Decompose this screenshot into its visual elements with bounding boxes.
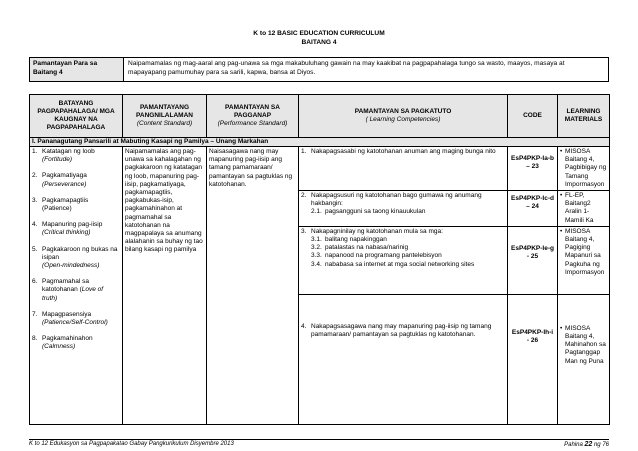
values-cell [30, 147, 123, 425]
quarter-row [30, 138, 610, 147]
code-cell-2: EsP4PKP-Ic-d – 24 [508, 191, 558, 227]
competency-cell-4: 4. Nakapagsasagawa nang may mapanuring pag-iisip ng tamang pamamaraan/ pamantayan sa pagtuklas ng katotohanan. [299, 294, 508, 424]
curriculum-table [29, 94, 610, 425]
header-learning-materials: LEARNING MATERIALS [558, 95, 610, 138]
header-code: CODE [508, 95, 558, 138]
grade-title: BAITANG 4 [301, 39, 337, 46]
list-item: 7. Mapagpasensiya (Patience/Self-Control) [32, 310, 108, 327]
materials-cell-4: • MISOSA Baitang 4, Mahinahon sa Pagtanggap Man ng Puna [558, 294, 610, 424]
footer-page-number: Pahina 22 ng 76 [564, 441, 609, 448]
table-header-row [30, 95, 610, 138]
list-item: 5. Pagkakaroon ng bukas na isipan (Open-mindedness) [32, 245, 118, 270]
list-item: 8. Pagkamahinahon (Calmness) [32, 335, 93, 351]
grade-standard-label: Pamantayan Para sa Baitang 4 [30, 58, 124, 81]
list-item: 6. Pagmamahal sa katotohanan (Love of truth) [32, 278, 104, 302]
page-footer [29, 439, 609, 448]
materials-cell-1: • MISOSA Baitang 4, Pagbibigay ng Tamang Impormasyon [558, 147, 610, 191]
code-cell-3: EsP4PKP-Ie-g - 25 [508, 226, 558, 294]
code-cell-4: EsP4PKP-Ih-i - 26 [508, 294, 558, 424]
content-standard-cell: Naipamamalas ang pag-unawa sa kahalagahan ng pagkakaroon ng katatagan ng loob, mapanuring pag-iisip, pagkamatiyaga, pagkamapagtiis, pagkabukas-isip, pagkamahinahon at pagmamahal sa katotohanan na magpapalaya sa anumang alalahanin sa buhay ng tao bilang kasapi ng pamilya [123, 147, 207, 425]
materials-cell-2: • FL-EP, Baitang2 Aralin 1- Mamili Ka [558, 191, 610, 227]
header-values: BATAYANG PAGPAPAHALAGA/ MGA KAUGNAY NA PAGPAPAHALAGA [30, 95, 123, 138]
footer-document-title: K to 12 Edukasyon sa Pagpapakatao Gabay Pangkurikulum Disyembre 2013 [29, 441, 234, 447]
table-row [30, 147, 610, 191]
competency-cell-1: 1. Nakapagsasabi ng katotohanan anuman ang maging bunga nito [299, 147, 508, 191]
competency-cell-3: 3. Nakapagninilay ng katotohanan mula sa mga: 3.1. balitang napakinggan 3.2. patalastas na nabasa/narinig 3.3. napanood na programang pantelebisyon 3.4. nababasa sa internet at mga social networking sites [299, 226, 508, 294]
document-header [0, 29, 638, 47]
list-item: 4. Mapanuring pag-iisip (Critical thinking) [32, 221, 103, 237]
performance-standard-cell: Naisasagawa nang may mapanuring pag-iisip ang tamang pamamaraan/ pamantayan sa pagtuklas ng katotohanan. [207, 147, 299, 425]
code-cell-1: EsP4PKP-Ia-b – 23 [508, 147, 558, 191]
materials-cell-3: • MISOSA Baitang 4, Pagiging Mapanuri sa Pagkuha ng Impormasyon [558, 226, 610, 294]
list-item: 2. Pagkamatiyaga (Perseverance) [32, 172, 87, 188]
header-learning-competencies: PAMANTAYAN SA PAGKATUTO ( Learning Competencies) [299, 95, 508, 138]
values-list [32, 148, 120, 352]
curriculum-title: K to 12 BASIC EDUCATION CURRICULUM [253, 30, 385, 37]
list-item: 1. Katatagan ng loob (Fortitude) [32, 148, 95, 164]
competency-cell-2: 2. Nakapagsusuri ng katotohanan bago gumawa ng anumang hakbangin: 2.1. pagsangguni sa taong kinauukulan [299, 191, 508, 227]
header-performance-standard: PAMANTAYAN SA PAGGANAP (Performance Standard) [207, 95, 299, 138]
grade-standard-box [29, 57, 609, 82]
header-content-standard: PAMANTAYANG PANGNILALAMAN (Content Standard) [123, 95, 207, 138]
grade-standard-text: Naipamamalas ng mag-aaral ang pag-unawa sa mga makabuluhang gawain na may kaakibat na pagpapahalaga tungo sa wasto, maayos, masaya at mapayapang pamumuhay para sa sarili, kapwa, bansa at Diyos. [128, 60, 565, 76]
quarter-title: I. Pananagutang Pansarili at Mabuting Kasapi ng Pamilya – Unang Markahan [30, 138, 610, 147]
list-item: 3. Pagkamapagtiis (Patience) [32, 196, 89, 213]
